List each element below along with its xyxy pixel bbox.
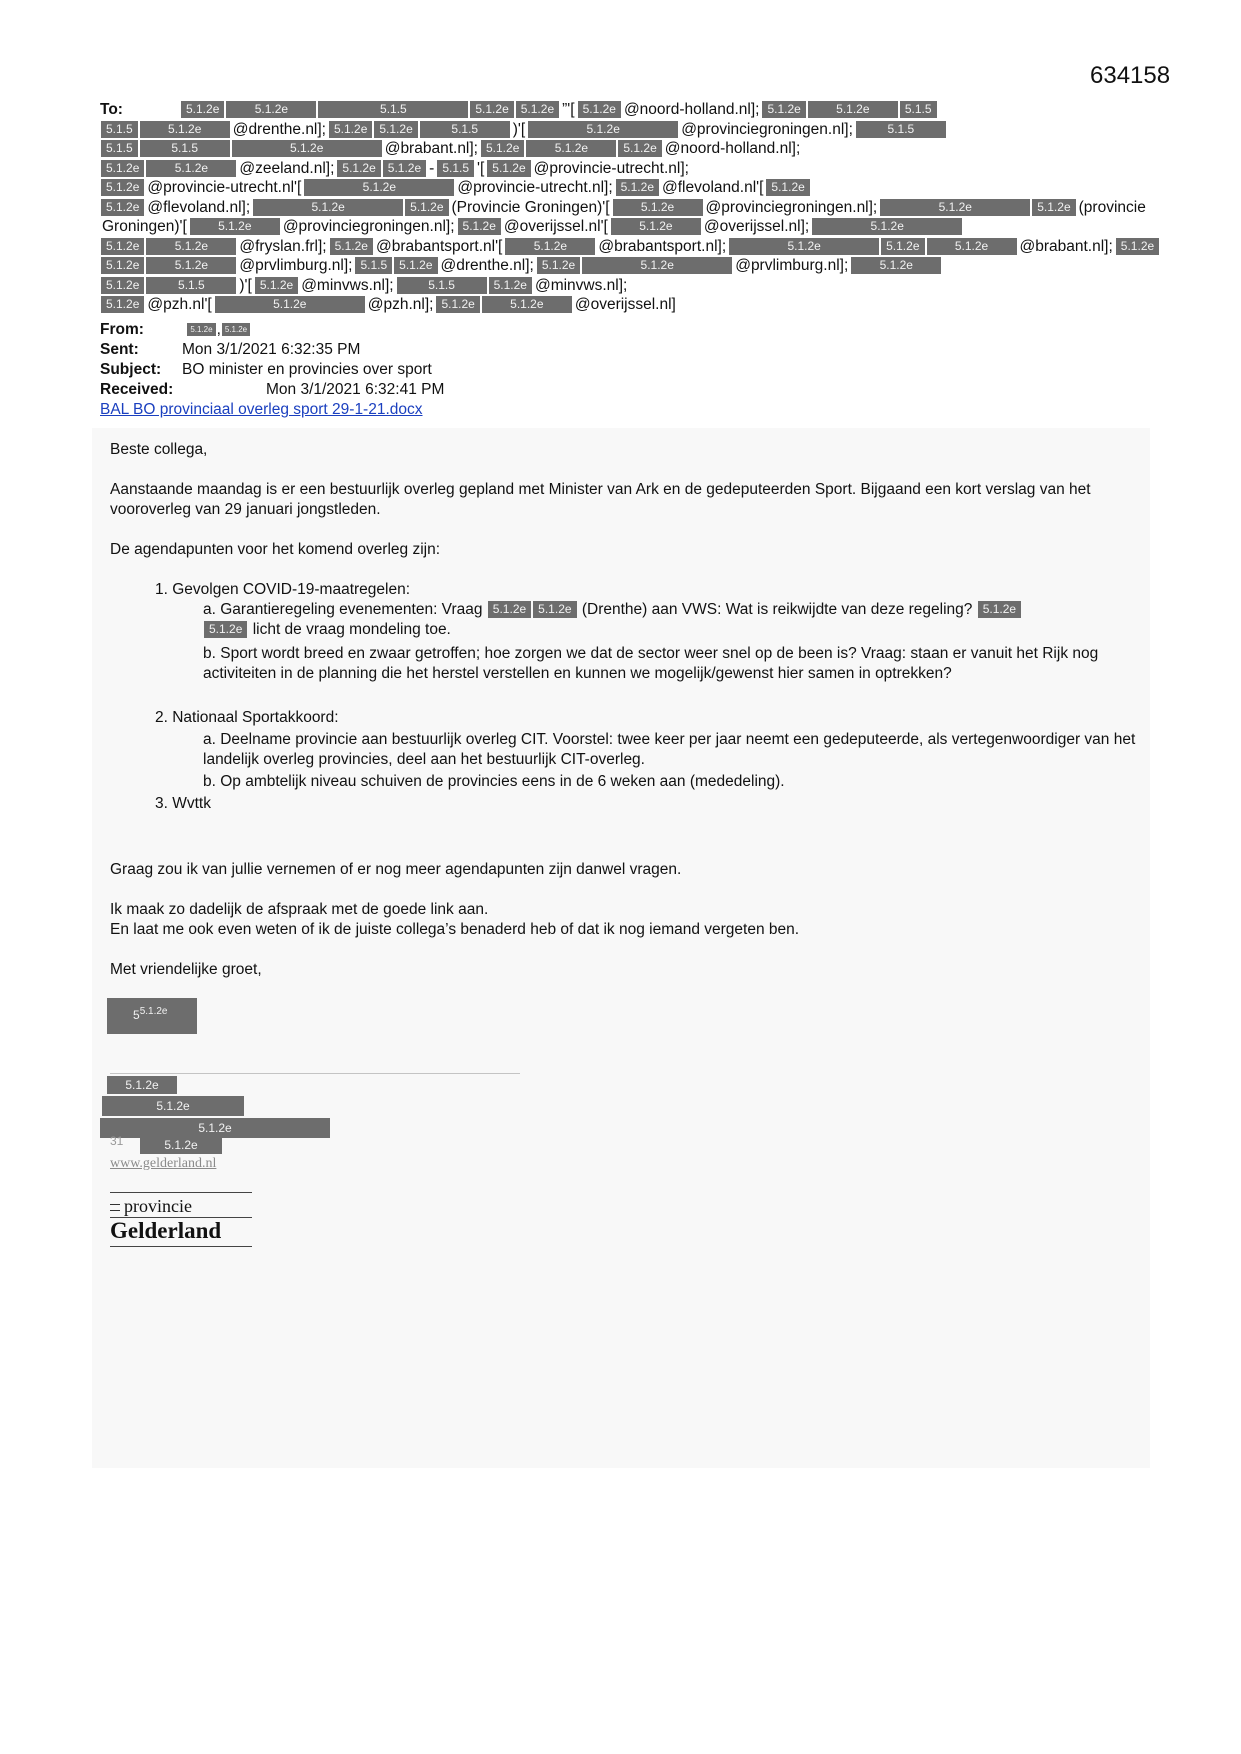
to-label: To: [100,101,123,118]
redaction-box: 5.1.2e [762,101,805,118]
from-label: From: [100,321,144,338]
redaction-box: 5.1.2e [482,296,572,313]
received-label: Received: [100,381,174,398]
from-row: From: 5.1.2e , 5.1.2e [100,320,251,340]
recipient-text: @provinciegroningen.nl]; [705,198,878,216]
redaction-box: 5.1.2e [304,179,454,196]
website-link[interactable]: www.gelderland.nl [110,1156,217,1171]
redaction-box: 5.1.2e [329,121,372,138]
to-line [100,217,1140,237]
redaction-box: 5.1.2e [533,601,576,618]
redaction-box: 5.1.2e [851,257,941,274]
redaction-box: 5.1.2e [190,218,280,235]
redaction-box: 5.1.2e [204,621,247,638]
redaction-box: 5.1.2e [766,179,809,196]
redaction-box: 5.1.2e [107,1076,177,1094]
redaction-box: 5.1.2e [405,199,448,216]
logo-gelderland: Gelderland [110,1218,222,1243]
logo-top-line [110,1192,252,1193]
redaction-box: 5.1.2e [181,101,224,118]
paragraph-intro: Aanstaande maandag is er een bestuurlijk overleg gepland met Minister van Ark en de gedeputeerden Sport. Bijgaand een kort verslag van het vooroverleg van 29 januari jongstleden. [110,481,1091,518]
paragraph-check: En laat me ook even weten of ik de juiste collega’s benaderd heb of dat ik nog iemand vergeten ben. [110,921,800,938]
redaction-box: 5.1.2e [618,140,661,157]
redaction-box: 5.1.2e [394,257,437,274]
agenda-item-3: 3. Wvttk [155,795,211,812]
redaction-box: 5.1.5 [437,160,474,177]
redaction-box: 5.1.2e [146,160,236,177]
redaction-box: 5.1.2e [537,257,580,274]
redaction-box: 5.1.2e [232,140,382,157]
recipient-text: @fryslan.frl]; [239,237,327,255]
redaction-box: 5.1.2e [470,101,513,118]
redaction-box: 5.1.2e [253,199,403,216]
redaction-box: 5.1.2e [374,121,417,138]
subject-value: BO minister en provincies over sport [182,361,432,378]
redaction-box: 5.1.2e [613,199,703,216]
redaction-box: 5.1.2e [481,140,524,157]
to-recipients [100,100,1155,315]
to-line [100,178,1140,198]
paragraph-link: Ik maak zo dadelijk de afspraak met de goede link aan. [110,901,489,918]
logo-bottom-line [110,1246,252,1247]
redaction-box: 5.1.2e [102,1096,244,1116]
redaction-box: 5.1.2e [582,257,732,274]
greeting: Beste collega, [110,441,208,458]
agenda-item-2a: a. Deelname provincie aan bestuurlijk overleg CIT. Voorstel: twee keer per jaar neemt een gedeputeerde, als vertegenwoordiger van het landelijk overleg provincies, deel aan het bestuurlijk CIT-overleg. [203,731,1136,768]
recipient-text: @provinciegroningen.nl]; [681,120,853,138]
redaction-box: 5.1.2e [255,277,298,294]
recipient-text: @noord-holland.nl]; [664,140,801,157]
redaction-box: 5.1.2e [383,160,426,177]
redaction-box: 5.1.2e [616,179,659,196]
redaction-box: 5.1.2e [611,218,701,235]
paragraph-request: Graag zou ik van jullie vernemen of er nog meer agendapunten zijn danwel vragen. [110,861,682,878]
redaction-box: 5.1.5 [900,101,937,118]
recipient-text: @zeeland.nl]; [239,159,335,177]
recipient-text: (provincie [1078,198,1146,216]
recipient-text: @overijssel.nl] [574,296,676,313]
recipient-text: @overijssel.nl]; [703,218,810,235]
redaction-box: 5.1.2e [488,601,531,618]
redaction-box: 5.1.2e [1116,238,1159,255]
redaction-box: 5.1.2e [226,101,316,118]
recipient-text: @minvws.nl]; [534,276,628,294]
attachment-link[interactable]: BAL BO provinciaal overleg sport 29-1-21.docx [100,401,423,418]
recipient-text: @provincie-utrecht.nl]; [533,159,689,177]
recipient-text: - [429,159,435,177]
redaction-box: 5.1.2e [812,218,962,235]
recipient-text: @drenthe.nl]; [440,257,534,274]
signature-redaction: $5^{5.1.2e}$ [107,998,197,1034]
redaction-box: 5.1.2e [528,121,678,138]
redaction-box: 5.1.2e [927,238,1017,255]
redaction-box: 5.1.5 [101,140,138,157]
to-line [100,100,1140,120]
redaction-box: 5.1.5 [397,277,487,294]
agenda-item-1b: b. Sport wordt breed en zwaar getroffen; hoe zorgen we dat de sector weer snel op de been is? Vraag: staan er vanuit het Rijk nog activiteiten in de planning die het herstel verstellen en kunnen we mogelijk/gewenst hier samen in optrekken? [203,645,1099,682]
redaction-box: 5.1.2e [436,296,479,313]
recipient-text: @brabantsport.nl]; [598,237,727,255]
recipient-text: @drenthe.nl]; [232,120,326,138]
redaction-box: 5.1.2e [880,199,1030,216]
redaction-box: 5.1.2e [808,101,898,118]
attachment-row [100,400,423,420]
redaction-box: 5.1.2e [101,199,144,216]
redaction-box: 5.1.5 [420,121,510,138]
paragraph-agenda-intro: De agendapunten voor het komend overleg zijn: [110,541,441,558]
recipient-text: @prvlimburg.nl]; [735,257,849,274]
phone-prefix: 31 [110,1134,124,1148]
redaction-box: 5.1.2e [140,121,230,138]
agenda-item-2: 2. Nationaal Sportakkoord: [155,709,339,726]
sent-row [100,340,360,360]
redaction-box: 5.1.5 [146,277,236,294]
to-line [100,139,1140,159]
agenda-item-1: 1. Gevolgen COVID-19-maatregelen: [155,581,411,598]
sent-value: Mon 3/1/2021 6:32:35 PM [182,341,361,358]
recipient-text: (Provincie Groningen)'[ [451,198,610,216]
received-row [100,380,444,400]
agenda-item-1a: a. Garantieregeling evenementen: Vraag 5.1.2e 5.1.2e (Drenthe) aan VWS: Wat is reikwijdte van deze regeling? 5.1.2e 5.1.2e licht de vraag mondeling toe. [155,600,1173,640]
recipient-text: @brabantsport.nl'[ [375,237,503,255]
redaction-box: 5.1.2e [487,160,530,177]
redaction-box: 5.1.2e [458,218,501,235]
to-line [100,237,1155,257]
recipient-text: )'[ [239,276,252,294]
logo-mark-icon [110,1204,120,1211]
redaction-box: 5.1.2e [729,238,879,255]
recipient-text: ”'[ [562,101,575,118]
sent-label: Sent: [100,341,139,358]
redaction-box: 5.1.2e [101,277,144,294]
recipient-text: @brabant.nl]; [384,140,478,157]
redaction-box: 5.1.2e [516,101,559,118]
redaction-box: 5.1.2e [101,160,144,177]
redaction-box: 5.1.2e [1032,199,1075,216]
redaction-box: 5.1.5 [355,257,392,274]
recipient-text: Groningen)'[ [102,218,187,235]
to-line [100,256,1140,276]
to-line [100,295,1140,315]
recipient-text: @noord-holland.nl]; [623,101,760,118]
redaction-box: 5.1.2e [140,1136,222,1154]
redaction-box: 5.1.2e [100,1118,330,1138]
redaction-box: 5.1.2e [101,257,144,274]
recipient-text: @provincie-utrecht.nl]; [457,179,613,196]
agenda-item-2b: b. Op ambtelijk niveau schuiven de provincies eens in de 6 weken aan (mededeling). [203,773,785,790]
redaction-box: 5.1.2e [578,101,621,118]
redaction-box: 5.1.2e [146,257,236,274]
redaction-box: 5.1.2e [881,238,924,255]
recipient-text: @pzh.nl'[ [147,296,212,313]
recipient-text: @prvlimburg.nl]; [239,257,353,274]
to-line [100,276,1140,296]
signature-divider [110,1073,520,1074]
recipient-text: @flevoland.nl'[ [662,179,764,196]
to-line [100,159,1140,179]
recipient-text: @brabant.nl]; [1019,237,1113,255]
to-line [100,198,1146,218]
redaction-box: 5.1.2e [222,323,250,336]
subject-label: Subject: [100,361,162,378]
redaction-box: 5.1.2e [505,238,595,255]
received-value: Mon 3/1/2021 6:32:41 PM [266,381,445,398]
document-number: 634158 [1090,62,1171,89]
recipient-text: @provincie-utrecht.nl'[ [147,179,302,196]
redaction-box: 5.1.5 [856,121,946,138]
subject-row [100,360,432,380]
recipient-text: @flevoland.nl]; [147,198,251,216]
redaction-box: 5.1.5 [101,121,138,138]
redaction-box: 5.1.2e [330,238,373,255]
redaction-box: 5.1.2e [526,140,616,157]
redaction-box: 5.1.2e [215,296,365,313]
redaction-box: 5.1.2e [337,160,380,177]
redaction-box: 5.1.2e [101,238,144,255]
closing: Met vriendelijke groet, [110,961,262,978]
redaction-box: 5.1.2e [978,601,1021,618]
redaction-box: 5.1.5 [318,101,468,118]
to-line [100,120,1140,140]
redaction-box: 5.1.2e [101,296,144,313]
recipient-text: @provinciegroningen.nl]; [282,218,455,235]
redaction-box: 5.1.2e [101,179,144,196]
redaction-box: 5.1.2e [146,238,236,255]
redaction-box: 5.1.2e [489,277,532,294]
recipient-text: @minvws.nl]; [301,276,394,294]
recipient-text: )'[ [512,120,526,138]
recipient-text: @overijssel.nl'[ [503,218,608,235]
recipient-text: @pzh.nl]; [367,296,434,313]
logo-provincie: provincie [110,1196,192,1217]
recipient-text: '[ [477,159,485,177]
redaction-box: 5.1.2e [187,323,215,336]
redaction-box: 5.1.5 [140,140,230,157]
